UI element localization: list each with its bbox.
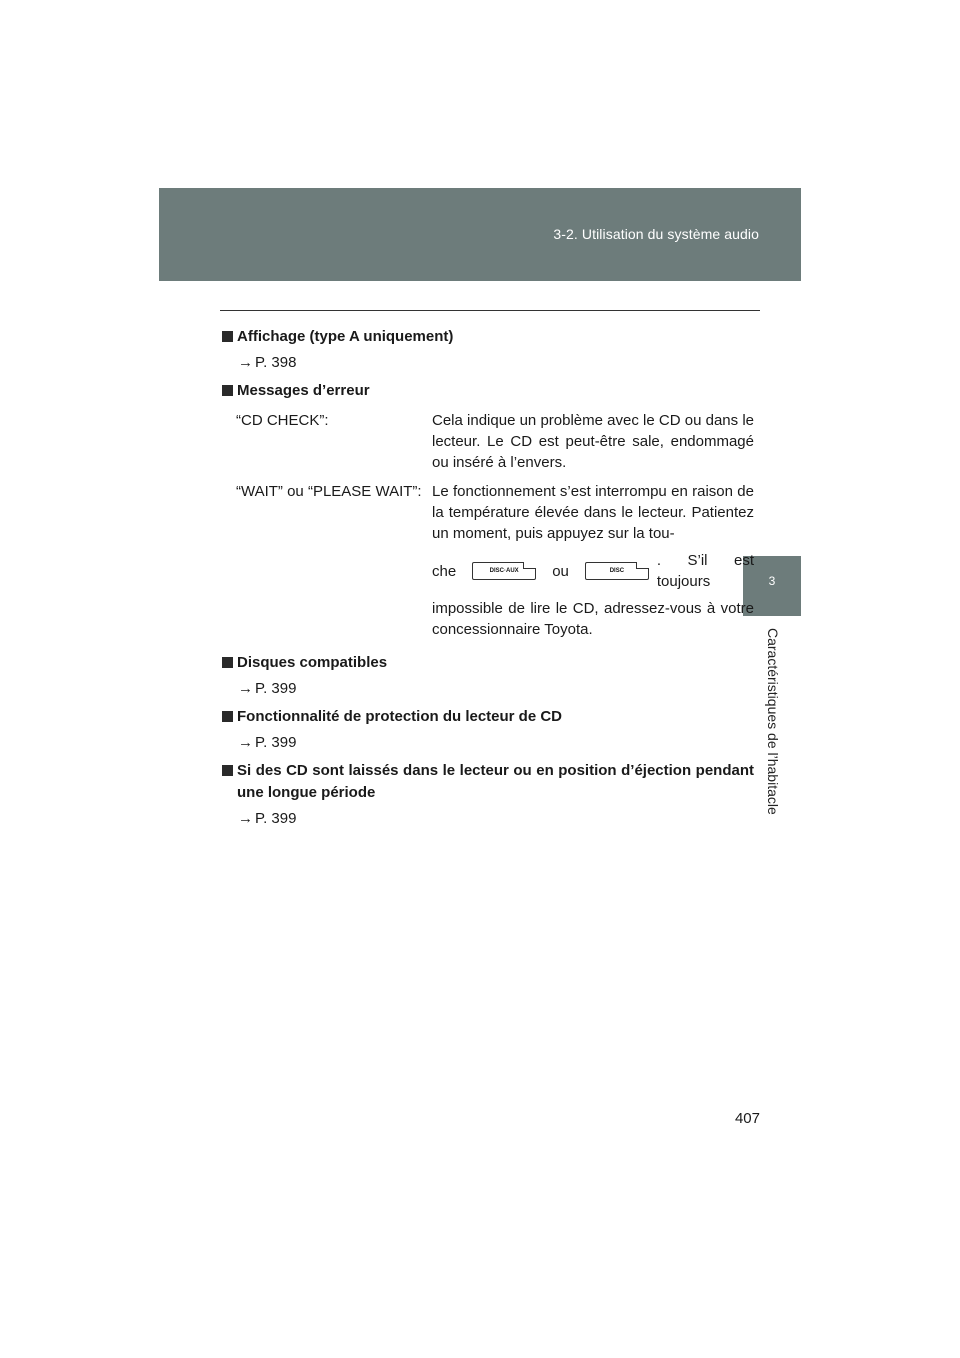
header-band xyxy=(159,188,801,281)
chapter-label-wrap xyxy=(758,628,788,828)
section-heading: Messages d’erreur xyxy=(222,380,754,402)
square-bullet-icon xyxy=(222,765,233,776)
section-heading: Disques compatibles xyxy=(222,652,754,674)
page-number: 407 xyxy=(734,1110,760,1127)
chapter-number: 3 xyxy=(768,574,776,588)
arrow-right-icon: → xyxy=(238,734,253,751)
error-code: “WAIT” ou “PLEASE WAIT”: xyxy=(236,483,422,500)
square-bullet-icon xyxy=(222,331,233,342)
section-heading: Si des CD sont laissés dans le lecteur ou en position d’éjection pendant une longue période xyxy=(222,760,754,804)
notch-icon xyxy=(636,562,649,569)
text-fragment: . S’il est toujours xyxy=(656,552,754,590)
page-reference[interactable]: → P. 399 xyxy=(238,734,297,751)
arrow-right-icon: → xyxy=(238,810,253,827)
page-reference[interactable]: → P. 399 xyxy=(238,680,297,697)
button-reference-line xyxy=(432,550,754,592)
error-description-part: Le fonctionnement s’est interrompu en raison de la température élevée dans le lecteur. Patientez un moment, puis appuyez sur la tou- xyxy=(432,483,754,542)
square-bullet-icon xyxy=(222,657,233,668)
page-reference[interactable]: → P. 398 xyxy=(238,354,297,371)
section-title: 3-2. Utilisation du système audio xyxy=(553,226,759,242)
page-content xyxy=(222,326,754,836)
error-description: Cela indique un problème avec le CD ou dans le lecteur. Le CD est peut-être sale, endommagé ou inséré à l’envers. xyxy=(432,412,754,471)
error-description-part: impossible de lire le CD, adressez-vous à votre concessionnaire Toyota. xyxy=(432,600,754,638)
section-heading: Affichage (type A uniquement) xyxy=(222,326,754,348)
chapter-label: Caractéristiques de l’habitacle xyxy=(765,628,781,815)
error-description xyxy=(432,481,754,640)
section-heading: Fonctionnalité de protection du lecteur de CD xyxy=(222,706,754,728)
square-bullet-icon xyxy=(222,711,233,722)
arrow-right-icon: → xyxy=(238,680,253,697)
error-code: “CD CHECK”: xyxy=(236,412,329,429)
text-fragment: ou xyxy=(552,562,569,580)
square-bullet-icon xyxy=(222,385,233,396)
text-fragment: che xyxy=(432,562,457,580)
page-reference[interactable]: → P. 399 xyxy=(238,810,297,827)
error-message-row xyxy=(236,410,754,473)
disc-button[interactable]: DISC xyxy=(585,562,649,580)
disc-aux-button[interactable]: DISC·AUX xyxy=(472,562,536,580)
arrow-right-icon: → xyxy=(238,354,253,371)
notch-icon xyxy=(523,562,536,569)
header-rule xyxy=(220,310,760,311)
error-message-row xyxy=(236,481,754,640)
